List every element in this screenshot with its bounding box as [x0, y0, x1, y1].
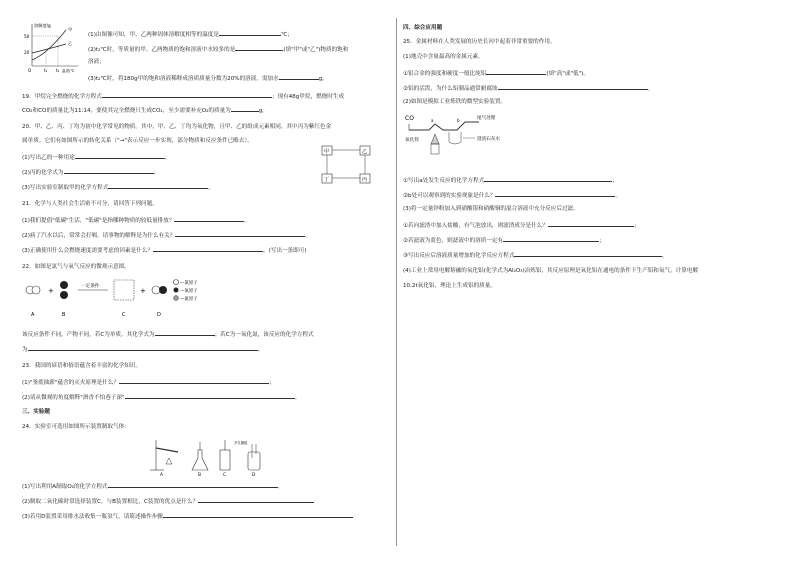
q25-3c-blank[interactable]	[514, 251, 662, 257]
solubility-graph	[22, 20, 80, 74]
graph-label-jia: 甲	[68, 27, 73, 32]
q24-1-blank[interactable]	[108, 482, 278, 488]
co-label: CO	[405, 115, 414, 122]
section-4-title: 四、综合应用题	[403, 25, 443, 31]
plus-sign: +	[48, 287, 54, 295]
reaction-diagram	[22, 276, 222, 326]
q23-2: (2)请从微观的角度解释"酒香不怕巷子深" 。	[22, 395, 301, 401]
porous-plate-note: 多孔隔板	[234, 441, 248, 445]
iron-smelting-diagram	[405, 112, 545, 168]
q22: 22．如图是氯气与氧气反应的微观示意图。	[22, 264, 130, 270]
graph-t2: t₂	[56, 68, 60, 73]
q25-4b: 10.2t氧化铝，理论上生成铝的质量。	[403, 283, 496, 289]
molecule-d-2	[159, 286, 167, 294]
q21-3: (3)正确使用什么会燃烧速度需要考虑的因素是什么？ 。(写出一条即可)	[22, 248, 307, 254]
molecule-b-1	[60, 281, 68, 289]
q25: 25．金属材料在人类发展的历史长河中起着非常重要的作用。	[403, 39, 556, 45]
graph-y20: 20	[24, 50, 30, 55]
q24: 24．实验室可选用如图所示装置制取气体：	[22, 424, 130, 430]
tail-gas-label: 尾气处理	[477, 116, 496, 121]
q25-1: (1)地壳中含量最高的金属元素。	[403, 54, 484, 60]
legend-cl-atom	[174, 280, 179, 285]
label-A: A	[31, 312, 35, 318]
q25-2b-blank[interactable]	[495, 191, 615, 197]
q20-line2: 属单质。它们有如图所示的转化关系（"→"表示反应一步实现，部分物质和反应条件已略去）。	[22, 138, 253, 144]
molecule-a-2	[32, 286, 40, 294]
q21-1: (1)我们提倡"低碳"生活，"低碳"是指哪种物质的较低量排放？ 。	[22, 218, 251, 224]
q25-2a-blank[interactable]	[484, 176, 612, 182]
graph-xlabel: 温度/℃	[62, 69, 75, 73]
curve-yi	[32, 44, 66, 53]
q25-3a: ①若向滤渣中加入盐酸，有气泡放出，则滤渣成分是什么？ ；	[403, 223, 640, 229]
label-B: B	[62, 312, 66, 318]
reaction-condition: 一定条件	[81, 284, 100, 289]
q23-1-blank[interactable]	[119, 378, 269, 384]
bottle-d	[248, 452, 260, 470]
legend-1: —氯原子	[180, 281, 198, 286]
curve-jia	[32, 30, 66, 60]
app-label-C: C	[223, 473, 227, 476]
q20-2-blank[interactable]	[64, 168, 154, 174]
q19-blank1[interactable]	[102, 92, 272, 98]
alcohol-lamp-icon	[166, 458, 172, 464]
q25-1a-blank[interactable]	[486, 69, 546, 75]
q23-1: (1)"釜底抽薪"蕴含的灭火原理是什么？ ；	[22, 380, 275, 386]
q25-3a-blank[interactable]	[548, 221, 634, 227]
apparatus-diagram	[150, 436, 270, 476]
app-label-A: A	[160, 473, 164, 476]
legend-n-atom	[174, 296, 179, 301]
graph-ylabel: 溶解度/g	[34, 23, 51, 28]
q24-3: (3)若用D装置采用排水法收集一瓶氢气，请简述操作步骤	[22, 512, 353, 521]
legend-o-atom	[174, 288, 179, 293]
q20-3-blank[interactable]	[108, 183, 208, 189]
q24-1: (1)写出利用A制取O₂的化学方程式 。	[22, 484, 284, 490]
graph-origin: O	[28, 68, 32, 73]
q18-3-blank[interactable]	[279, 74, 319, 80]
q25-1b-blank[interactable]	[498, 84, 648, 90]
q21-2: (2)病了汽水以后，常常会打嗝。请事物的解释是为什么有关？ 。	[22, 233, 311, 239]
test-tube-a	[156, 448, 178, 452]
section-3-title: 三、实验题	[22, 409, 50, 415]
legend-3: —氮原子	[180, 297, 198, 302]
q25-3b-blank[interactable]	[503, 236, 599, 242]
limewater-vessel	[449, 132, 461, 144]
q21: 21．化学与人类社会生活密不可分，请回答下列问题。	[22, 201, 158, 207]
q18-2c: 溶液；	[88, 59, 105, 65]
point-a: a	[431, 118, 434, 123]
q20-3: (3)写出实验室制取甲的化学方程式 。	[22, 185, 214, 191]
q18-3: (3)t₂℃时，将180g甲的饱和溶液稀释成溶质质量分数为20%的溶液，需加水 g。	[88, 76, 328, 82]
q25-2: (2)如图是模拟工业炼铁的微型实验装置。	[403, 99, 507, 105]
q25-3c: ③写出反应后溶液质量增加的化学反应方程式 。	[403, 253, 668, 259]
q22-line1: 该反应条件不同，产物不同，若C为单质，其化学式为 ；若C为一氧化氮，该反应的化学方程式	[22, 332, 314, 338]
label-C: C	[122, 312, 126, 318]
q21-2-blank[interactable]	[175, 231, 305, 237]
q24-2: (2)制取二氧化碳时常选择装置C，与B装置相比，C装置的优点是什么？	[22, 497, 314, 506]
q22-blank1[interactable]	[155, 330, 215, 336]
q23-2-blank[interactable]	[125, 393, 295, 399]
glass-tube	[409, 122, 479, 130]
q25-2a: ①写出a处发生反应的化学方程式 ；	[403, 178, 618, 184]
q25-3b: ②若滤液为蓝色，则滤液中的溶质一定有 ；	[403, 238, 605, 244]
fe2o3-label: 氧化铁	[405, 138, 419, 143]
burner-body	[431, 144, 439, 154]
q20-1-blank[interactable]	[75, 153, 165, 159]
q23: 23．我国的谚语和俗语蕴含着丰富的化学知识。	[22, 363, 141, 369]
plus-sign-2: +	[140, 287, 146, 295]
q19-blank2[interactable]	[231, 106, 259, 112]
q18-1-blank[interactable]	[219, 30, 281, 36]
q22-line2: 为 。	[22, 347, 264, 353]
column-divider	[396, 18, 397, 546]
molecule-d-1	[152, 286, 160, 294]
box-bing-label: 丙	[362, 177, 368, 183]
q20-line1: 20．甲、乙、丙、丁均为初中化学常见的物质。其中，甲、乙、丁均为氧化物，且甲、乙的组成元素相同，其中丙为紫红色金	[22, 124, 332, 130]
q18-2-blank[interactable]	[235, 45, 283, 51]
graph-y50: 50	[24, 34, 30, 39]
point-b: b	[457, 118, 460, 123]
burner-icon	[431, 134, 439, 144]
molecule-b-2	[60, 291, 68, 299]
conversion-diagram	[320, 144, 374, 186]
box-ding-label: 丁	[324, 177, 330, 183]
legend-2: —氧原子	[180, 289, 198, 294]
q24-3-blank[interactable]	[163, 512, 353, 518]
label-D: D	[157, 312, 161, 318]
q19-line2: CO₂和CO的质量比为11:14，要使其完全燃烧只生成CO₂，至少需要补充O₂的质量为 g。	[22, 108, 268, 114]
flask-b	[192, 450, 208, 470]
q25-3: (3)将一定量锌粉加入到硝酸银和硝酸铜的混合溶液中充分反应后过滤。	[403, 206, 579, 212]
q22-blank2[interactable]	[28, 345, 258, 351]
graph-t1: t₁	[44, 68, 48, 73]
q24-2-blank[interactable]	[198, 497, 314, 503]
app-label-D: D	[252, 473, 256, 476]
q19-line1: 19．甲烷完全燃烧的化学方程式 ；现有48g甲烷，燃烧时生成	[22, 94, 345, 100]
box-yi-label: 乙	[362, 149, 368, 155]
q18-1: (1)由图像可知，甲、乙两种固体溶解度相等的温度是 ℃；	[88, 32, 293, 38]
q21-1-blank[interactable]	[174, 216, 244, 222]
q20-2: (2)丙的化学式为 ；	[22, 170, 160, 176]
product-c-box	[114, 280, 134, 300]
tube-c	[220, 450, 230, 470]
q25-4a: (4)工业上常用电解熔融的氧化铝(化学式为Al₂O₃)冶炼铝，其反应原理是氧化铝在通电的条件下生产铝和氧气。计算电解	[403, 268, 699, 274]
q25-2b: ②b处可以观察到的实验现象是什么？ 。	[403, 193, 622, 199]
q21-3-blank[interactable]	[153, 246, 263, 252]
q25-1a: ①铝合金的强度和硬度一般比纯铝 (填"高"或"低")。	[403, 71, 589, 77]
graph-label-yi: 乙	[68, 41, 73, 46]
box-jia-label: 甲	[324, 149, 330, 155]
q20-1: (1)写出乙的一种用途 ；	[22, 155, 171, 161]
app-label-B: B	[198, 473, 202, 476]
q25-1b: ②铝的活泼，为什么铝制品通常耐腐蚀 。	[403, 86, 654, 92]
limewater-label: 澄清石灰水	[477, 137, 500, 142]
q18-2: (2)t₂℃时，等质量的甲、乙两物质的饱和溶液中水较多的是 (填"甲"或"乙")物质的饱和	[88, 47, 349, 53]
